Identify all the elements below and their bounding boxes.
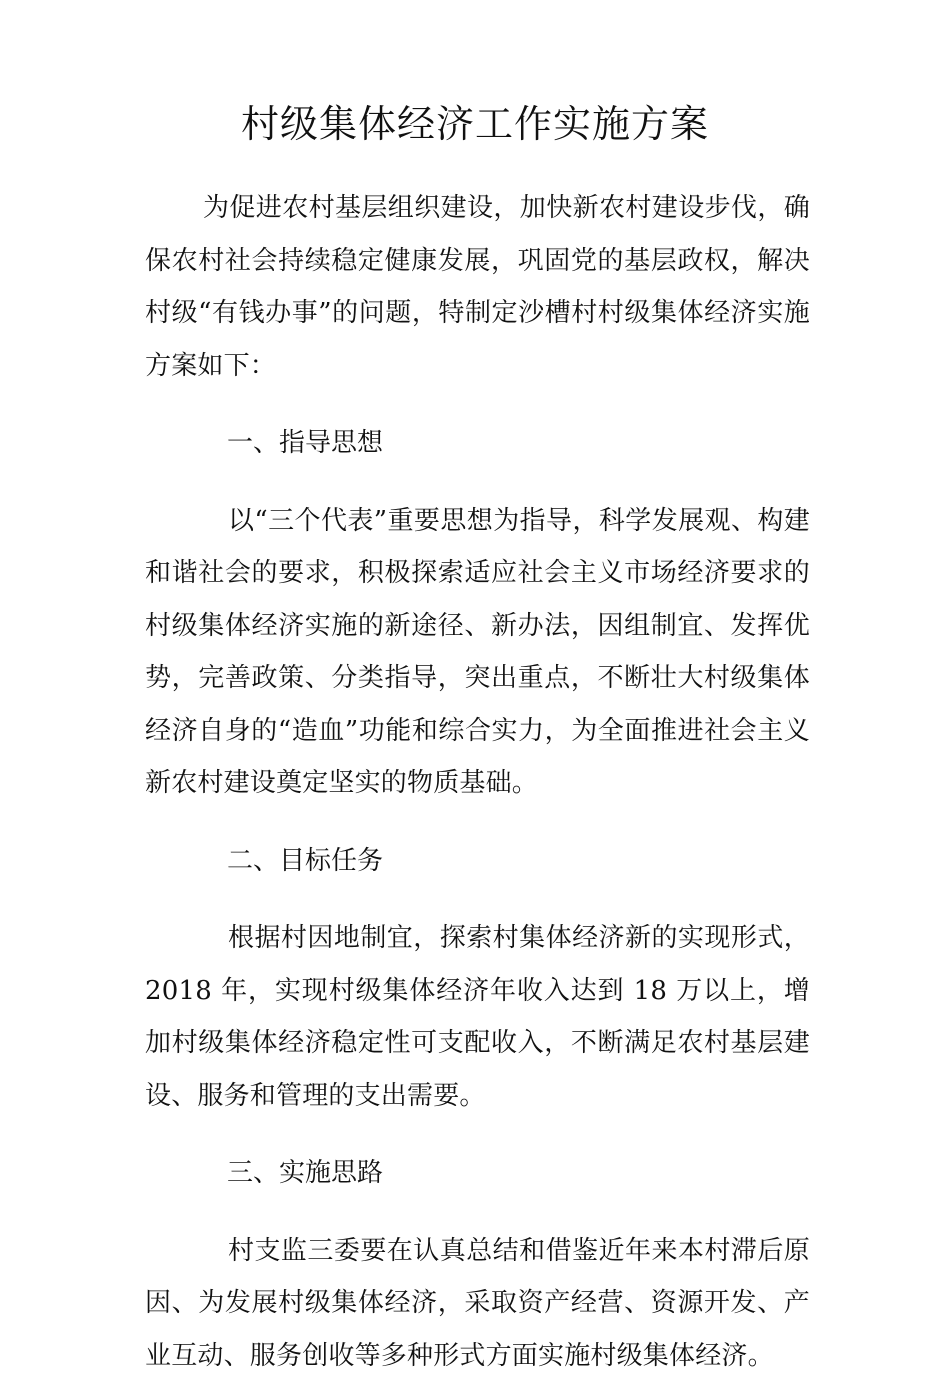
section-heading-guiding-ideology: 一、指导思想 [145,417,810,470]
intro-paragraph: 为促进农村基层组织建设，加快新农村建设步伐，确保农村社会持续稳定健康发展，巩固党的基层政权，解决村级“有钱办事”的问题，特制定沙槽村村级集体经济实施方案如下： [145,182,810,392]
spacer [145,1200,810,1225]
section-heading-implementation: 三、实施思路 [145,1147,810,1200]
spacer [145,887,810,912]
section-paragraph-goals: 根据村因地制宜，探索村集体经济新的实现形式，2018 年，实现村级集体经济年收入达到 18 万以上，增加村级集体经济稳定性可支配收入，不断满足农村基层建设、服务和管理的支出需要。 [145,912,810,1122]
spacer [145,1122,810,1147]
section-paragraph-guiding-ideology: 以“三个代表”重要思想为指导，科学发展观、构建和谐社会的要求，积极探索适应社会主义市场经济要求的村级集体经济实施的新途径、新办法，因组制宜、发挥优势，完善政策、分类指导，突出重点，不断壮大村级集体经济自身的“造血”功能和综合实力，为全面推进社会主义新农村建设奠定坚实的物质基础。 [145,495,810,810]
section-heading-goals: 二、目标任务 [145,835,810,888]
spacer [145,392,810,417]
spacer [145,470,810,495]
document-body [145,182,810,1382]
document-title: 村级集体经济工作实施方案 [0,96,950,152]
spacer [145,810,810,835]
section-paragraph-implementation: 村支监三委要在认真总结和借鉴近年来本村滞后原因、为发展村级集体经济，采取资产经营、资源开发、产业互动、服务创收等多种形式方面实施村级集体经济。 [145,1225,810,1382]
